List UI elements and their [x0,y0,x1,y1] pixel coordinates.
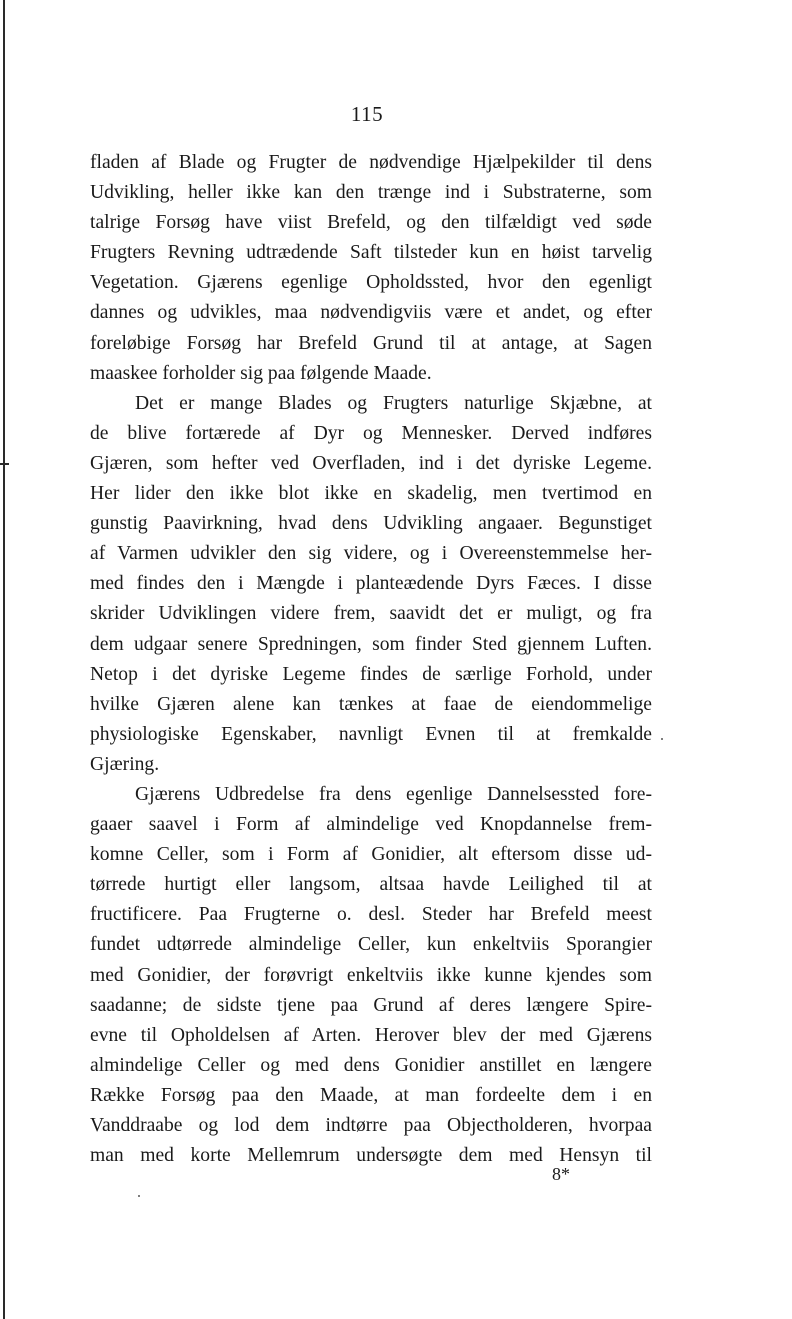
text-line: physiologiske Egenskaber, navnligt Evnen til at fremkalde [90,723,652,745]
text-line: af Varmen udvikler den sig videre, og i Overeenstemmelse her- [90,543,652,565]
text-line: med findes den i Mængde i planteædende Dyrs Fæces. I disse [90,573,652,595]
margin-tick-mark [0,463,9,465]
text-line: saadanne; de sidste tjene paa Grund af deres længere Spire- [90,994,652,1016]
text-line: Gjærens Udbredelse fra dens egenlige Dannelsessted fore- [135,783,652,805]
text-line: dem udgaar senere Spredningen, som finder Sted gjennem Luften. [90,633,652,655]
text-line: gunstig Paavirkning, hvad dens Udvikling angaaer. Begunstiget [90,513,652,535]
page-number: 115 [350,102,384,126]
text-line: evne til Opholdelsen af Arten. Herover blev der med Gjærens [90,1024,652,1046]
text-line: man med korte Mellemrum undersøgte dem med Hensyn til [90,1145,652,1167]
text-line: fructificere. Paa Frugterne o. desl. Steder har Brefeld meest [90,904,652,926]
text-line: Det er mange Blades og Frugters naturlige Skjæbne, at [135,392,652,414]
paragraph-2 [90,389,652,780]
text-line: Frugters Revning udtrædende Saft tilsteder kun en høist tarvelig [90,242,652,264]
text-line: Netop i det dyriske Legeme findes de særlige Forhold, under [90,663,652,685]
paragraph-3 [90,780,652,1171]
text-line: Udvikling, heller ikke kan den trænge ind i Substraterne, som [90,182,652,204]
text-line: almindelige Celler og med dens Gonidier anstillet en længere [90,1054,652,1076]
paper-speck [138,1195,140,1197]
page-edge-rule [3,0,5,1319]
text-line: Gjæren, som hefter ved Overfladen, ind i det dyriske Legeme. [90,452,652,474]
text-line: Gjæring. [90,753,160,775]
text-line: maaskee forholder sig paa følgende Maade. [90,362,432,384]
text-line: Række Forsøg paa den Maade, at man fordeelte dem i en [90,1084,652,1106]
text-line: talrige Forsøg have viist Brefeld, og den tilfældigt ved søde [90,212,652,234]
text-line: med Gonidier, der forøvrigt enkeltviis ikke kunne kjendes som [90,964,652,986]
text-line: tørrede hurtigt eller langsom, altsaa havde Leilighed til at [90,874,652,896]
text-line: foreløbige Forsøg har Brefeld Grund til at antage, at Sagen [90,332,652,354]
text-line: gaaer saavel i Form af almindelige ved Knopdannelse frem- [90,814,652,836]
text-line: Vegetation. Gjærens egenlige Opholdssted, hvor den egenligt [90,272,652,294]
printer-signature-mark: 8* [552,1164,570,1184]
text-line: skrider Udviklingen videre frem, saavidt det er muligt, og fra [90,603,652,625]
paper-speck [661,738,663,740]
body-text [90,148,652,1171]
text-line: fundet udtørrede almindelige Celler, kun enkeltviis Sporangier [90,934,652,956]
text-line: Vanddraabe og lod dem indtørre paa Objectholderen, hvorpaa [90,1115,652,1136]
text-line: Her lider den ikke blot ikke en skadelig, men tvertimod en [90,483,652,505]
paragraph-1 [90,148,652,389]
text-line: de blive fortærede af Dyr og Mennesker. Derved indføres [90,422,652,444]
text-line: fladen af Blade og Frugter de nødvendige Hjælpekilder til dens [90,152,652,173]
text-line: komne Celler, som i Form af Gonidier, alt eftersom disse ud- [90,844,652,866]
text-line: hvilke Gjæren alene kan tænkes at faae de eiendommelige [90,693,652,715]
text-line: dannes og udvikles, maa nødvendigviis være et andet, og efter [90,302,652,324]
